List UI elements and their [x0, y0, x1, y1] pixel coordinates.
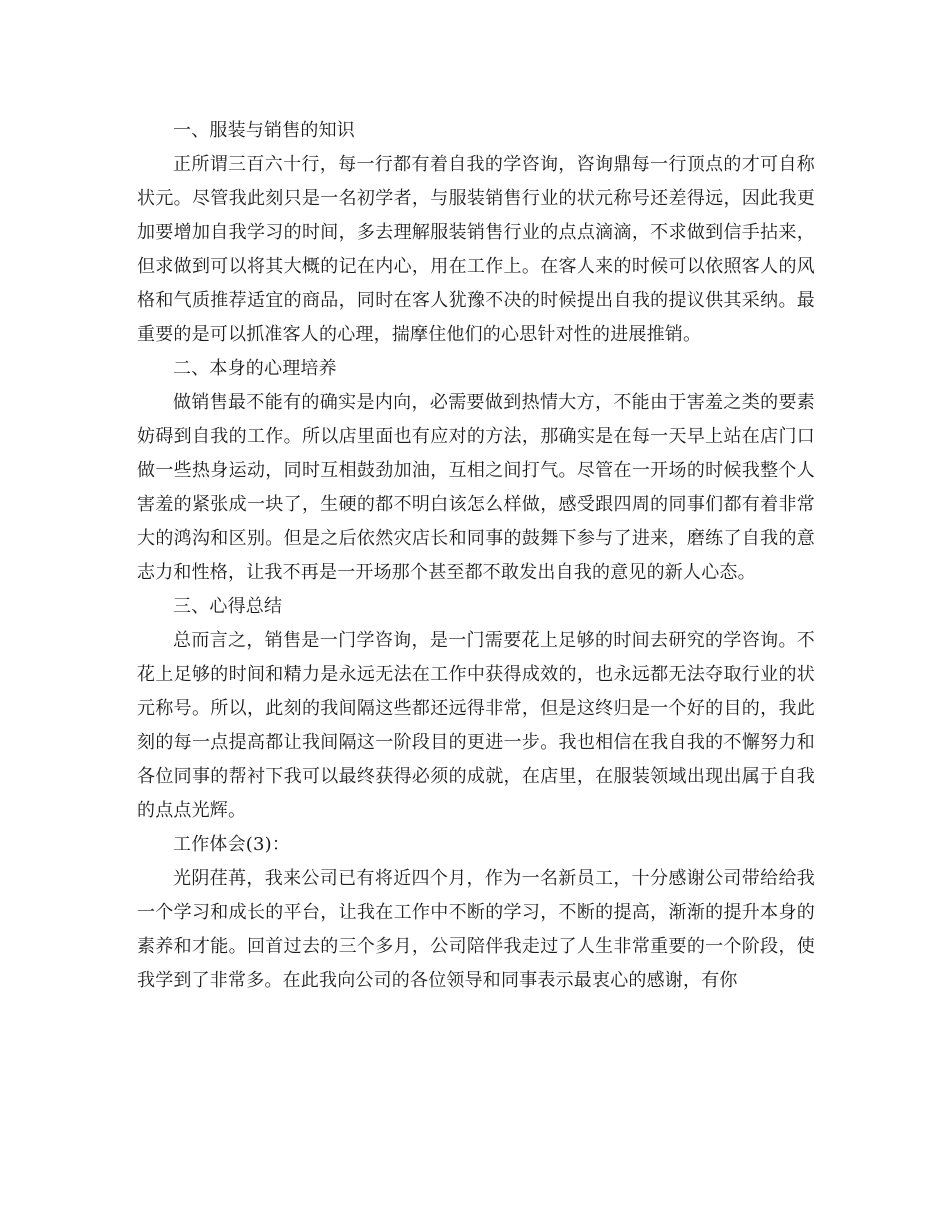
paragraph-summary: 总而言之，销售是一门学咨询，是一门需要花上足够的时间去研究的学咨询。不花上足够的时间和精力是永远无法在工作中获得成效的，也永远都无法夺取行业的状元称号。所以，此刻的我间隔这些都还远得非常，但是这终归是一个好的目的，我此刻的每一点提高都让我间隔这一阶段目的更进一步。我也相信在我自我的不懈努力和各位同事的帮衬下我可以最终获得必须的成就，在店里，在服装领域出现出属于自我的点点光辉。: [137, 630, 815, 821]
document-body: [137, 114, 815, 998]
section-heading-clothing-sales-knowledge: 一、服装与销售的知识: [173, 120, 355, 141]
section-heading-work-experience-3: 工作体会(3)：: [173, 834, 291, 855]
paragraph-self-psychology: 做销售最不能有的确实是内向，必需要做到热情大方，不能由于害羞之类的要素妨碍到自我的工作。所以店里面也有应对的方法，那确实是在每一天早上站在店门口做一些热身运动，同时互相鼓劲加油，互相之间打气。尽管在一开场的时候我整个人害羞的紧张成一块了，生硬的都不明白该怎么样做，感受跟四周的同事们都有着非常大的鸿沟和区别。但是之后依然灾店长和同事的鼓舞下参与了进来，磨练了自我的意志力和性格，让我不再是一开场那个甚至都不敢发出自我的意见的新人心态。: [137, 392, 815, 583]
section-heading-self-psychology: 二、本身的心理培养: [173, 358, 337, 379]
section-heading-summary: 三、心得总结: [173, 596, 283, 617]
paragraph-clothing-sales-knowledge: 正所谓三百六十行，每一行都有着自我的学咨询，咨询鼎每一行顶点的才可自称状元。尽管我此刻只是一名初学者，与服装销售行业的状元称号还差得远，因此我更加要增加自我学习的时间，多去理解服装销售行业的点点滴滴，不求做到信手拈来，但求做到可以将其大概的记在内心，用在工作上。在客人来的时候可以依照客人的风格和气质推荐适宜的商品，同时在客人犹豫不决的时候提出自我的提议供其采纳。最重要的是可以抓准客人的心理，揣摩住他们的心思针对性的进展推销。: [137, 154, 815, 345]
paragraph-work-experience-3: 光阴荏苒，我来公司已有将近四个月，作为一名新员工，十分感谢公司带给给我一个学习和成长的平台，让我在工作中不断的学习，不断的提高，渐渐的提升本身的素养和才能。回首过去的三个多月，公司陪伴我走过了人生非常重要的一个阶段，使我学到了非常多。在此我向公司的各位领导和同事表示最衷心的感谢，有你: [137, 868, 815, 991]
